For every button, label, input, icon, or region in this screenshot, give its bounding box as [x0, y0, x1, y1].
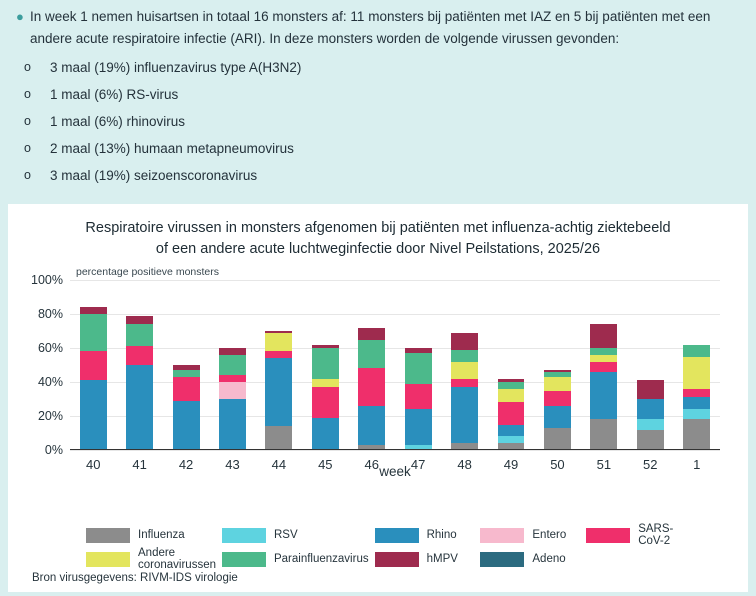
chart-legend	[86, 524, 686, 570]
list-item-label: 3 maal (19%) influenzavirus type A(H3N2)	[50, 60, 302, 75]
list-marker-icon: o	[24, 114, 31, 128]
bar-segment[interactable]	[451, 350, 478, 362]
bar-segment[interactable]	[451, 362, 478, 379]
stacked-bar[interactable]	[405, 348, 432, 450]
bar-segment[interactable]	[219, 348, 246, 355]
x-axis-title: week	[379, 464, 411, 479]
stacked-bar[interactable]	[219, 348, 246, 450]
bar-segment[interactable]	[405, 409, 432, 445]
bar-segment[interactable]	[358, 328, 385, 340]
stacked-bar[interactable]	[451, 333, 478, 450]
x-axis-line	[70, 449, 720, 450]
bar-slot	[395, 280, 441, 472]
chart-title-line-2: of een andere acute luchtweginfectie door Nivel Peilstations, 2025/26	[155, 241, 601, 257]
bar-slot	[488, 280, 534, 472]
bar-slot	[441, 280, 487, 472]
legend-item[interactable]	[375, 548, 475, 570]
legend-swatch	[480, 552, 524, 567]
bar-segment[interactable]	[312, 418, 339, 450]
bar-segment[interactable]	[590, 362, 617, 372]
legend-label: Rhino	[426, 529, 457, 541]
bar-segment[interactable]	[405, 353, 432, 384]
x-axis-tick-label: 47	[410, 457, 426, 472]
list-marker-icon: o	[24, 141, 31, 155]
x-axis-tick-label: 1	[693, 457, 701, 472]
chart-card	[8, 204, 748, 592]
y-axis-tick-label: 80%	[37, 307, 63, 321]
bar-segment[interactable]	[312, 387, 339, 418]
bar-slot	[256, 280, 302, 472]
bar-segment[interactable]	[498, 389, 525, 403]
legend-swatch	[86, 552, 130, 567]
list-item-label: 2 maal (13%) humaan metapneumovirus	[50, 141, 294, 156]
bar-segment[interactable]	[126, 346, 153, 365]
bar-slot	[209, 280, 255, 472]
bar-segment[interactable]	[544, 428, 571, 450]
bar-segment[interactable]	[80, 307, 107, 314]
bar-segment[interactable]	[312, 348, 339, 379]
y-axis-tick-label: 100%	[31, 273, 63, 287]
bar-segment[interactable]	[219, 375, 246, 382]
x-axis-tick-label: 51	[596, 457, 612, 472]
x-axis-tick-label: 46	[364, 457, 379, 472]
bar-slot	[349, 280, 395, 472]
legend-swatch	[86, 528, 130, 543]
legend-item[interactable]	[222, 548, 369, 570]
bar-segment[interactable]	[683, 389, 710, 398]
list-marker-icon: o	[24, 87, 31, 101]
bar-segment[interactable]	[312, 379, 339, 388]
bar-segment[interactable]	[451, 387, 478, 443]
bar-segment[interactable]	[683, 397, 710, 409]
bullet-icon: ●	[16, 9, 24, 24]
bar-segment[interactable]	[219, 355, 246, 375]
bar-segment[interactable]	[590, 324, 617, 348]
bar-segment[interactable]	[80, 380, 107, 450]
bar-segment[interactable]	[498, 402, 525, 424]
bar-segment[interactable]	[683, 357, 710, 389]
list-item-label: 1 maal (6%) rhinovirus	[50, 114, 186, 129]
gridline	[70, 450, 720, 451]
x-axis-tick-label: 49	[503, 457, 519, 472]
stacked-bar[interactable]	[126, 316, 153, 450]
legend-item[interactable]	[86, 524, 216, 546]
x-axis-tick-label: 42	[178, 457, 194, 472]
stacked-bar[interactable]	[590, 324, 617, 450]
legend-label: Influenza	[138, 529, 185, 541]
bar-segment[interactable]	[80, 314, 107, 351]
bar-slot	[70, 280, 116, 472]
y-axis-tick-label: 0%	[44, 443, 63, 457]
legend-item[interactable]	[222, 524, 369, 546]
legend-label: Andere coronavirussen	[138, 547, 216, 571]
bar-segment[interactable]	[590, 372, 617, 420]
stacked-bar[interactable]	[312, 345, 339, 450]
x-axis-tick-label: 48	[457, 457, 472, 472]
bar-segment[interactable]	[80, 351, 107, 380]
bar-segment[interactable]	[265, 358, 292, 426]
legend-swatch	[480, 528, 524, 543]
legend-swatch	[222, 552, 266, 567]
legend-label: hMPV	[426, 553, 458, 565]
x-axis-tick-label: 44	[271, 457, 287, 472]
intro-lead-text: In week 1 nemen huisartsen in totaal 16 monsters af: 11 monsters bij patiënten met IAZ en 5 bij patiënten met een andere acute respiratoire infectie (ARI). In deze monsters worden de volgende virussen gevonden:	[30, 9, 711, 46]
bar-segment[interactable]	[590, 355, 617, 362]
stacked-bar[interactable]	[498, 379, 525, 450]
stacked-bar[interactable]	[683, 345, 710, 450]
legend-label: Parainfluenzavirus	[273, 553, 369, 565]
bar-slot	[581, 280, 627, 472]
bar-segment[interactable]	[405, 384, 432, 410]
bar-segment[interactable]	[590, 419, 617, 450]
list-marker-icon: o	[24, 60, 31, 74]
intro-lead-row	[16, 6, 740, 50]
legend-swatch	[375, 528, 419, 543]
y-axis-tick-label: 40%	[37, 375, 63, 389]
bar-slot	[673, 280, 719, 472]
list-item	[16, 162, 740, 189]
legend-item[interactable]	[586, 524, 686, 546]
x-axis-tick-label: 50	[550, 457, 565, 472]
bar-slot	[627, 280, 673, 472]
bar-slot	[534, 280, 580, 472]
y-axis-label: percentage positieve monsters	[76, 266, 219, 278]
source-note: Bron virusgegevens: RIVM-IDS virologie	[32, 572, 238, 584]
legend-swatch	[586, 528, 630, 543]
list-item-label: 3 maal (19%) seizoenscoronavirus	[50, 168, 258, 183]
legend-label: SARS-CoV-2	[638, 523, 674, 547]
bar-segment[interactable]	[358, 368, 385, 405]
virus-findings-list	[16, 54, 740, 189]
bar-segment[interactable]	[126, 365, 153, 450]
list-marker-icon: o	[24, 168, 31, 182]
list-item	[16, 54, 740, 81]
list-item-label: 1 maal (6%) RS-virus	[50, 87, 179, 102]
bar-segment[interactable]	[358, 406, 385, 445]
list-item	[16, 81, 740, 108]
chart-title	[8, 204, 748, 260]
list-item	[16, 135, 740, 162]
bar-segment[interactable]	[451, 333, 478, 350]
bar-slot	[163, 280, 209, 472]
legend-item[interactable]	[86, 548, 216, 570]
stacked-bar[interactable]	[80, 307, 107, 450]
plot-area	[8, 266, 748, 491]
bar-segment[interactable]	[173, 377, 200, 401]
bar-slot	[116, 280, 162, 472]
bar-segment[interactable]	[637, 419, 664, 429]
bar-segment[interactable]	[498, 436, 525, 443]
x-axis-tick-label: 41	[132, 457, 147, 472]
legend-item[interactable]	[480, 548, 580, 570]
bar-segment[interactable]	[683, 419, 710, 450]
list-item	[16, 108, 740, 135]
bar-segment[interactable]	[173, 370, 200, 377]
stacked-bar[interactable]	[358, 328, 385, 450]
bar-segment[interactable]	[683, 345, 710, 357]
bar-segment[interactable]	[358, 340, 385, 369]
legend-item[interactable]	[480, 524, 580, 546]
bar-segment[interactable]	[683, 409, 710, 419]
bar-segment[interactable]	[544, 406, 571, 428]
page-bottom-spacer	[0, 592, 756, 596]
bar-slot	[302, 280, 348, 472]
stacked-bar[interactable]	[637, 380, 664, 450]
stacked-bar[interactable]	[173, 365, 200, 450]
intro-text-block	[0, 0, 756, 193]
bar-segment[interactable]	[219, 399, 246, 450]
bar-segment[interactable]	[219, 382, 246, 399]
x-axis-tick-label: 40	[85, 457, 101, 472]
bar-segment[interactable]	[126, 324, 153, 346]
legend-swatch	[375, 552, 419, 567]
bar-segment[interactable]	[637, 430, 664, 450]
x-axis-tick-label: 43	[225, 457, 240, 472]
bar-segment[interactable]	[637, 380, 664, 399]
legend-item[interactable]	[375, 524, 475, 546]
chart-title-line-1: Respiratoire virussen in monsters afgenomen bij patiënten met influenza-achtig ziektebeeld	[85, 220, 671, 236]
x-axis-tick-label: 52	[643, 457, 658, 472]
bar-segment[interactable]	[126, 316, 153, 325]
legend-label: Entero	[532, 529, 567, 541]
bar-segment[interactable]	[173, 401, 200, 450]
stacked-bar[interactable]	[544, 370, 571, 450]
legend-label: RSV	[273, 529, 298, 541]
legend-swatch	[222, 528, 266, 543]
x-axis-tick-label: 45	[318, 457, 333, 472]
stacked-bar[interactable]	[265, 331, 292, 450]
bar-segment[interactable]	[451, 379, 478, 388]
legend-label: Adeno	[532, 553, 566, 565]
bar-segment[interactable]	[544, 391, 571, 406]
bar-segment[interactable]	[265, 333, 292, 352]
bar-segment[interactable]	[637, 399, 664, 419]
bar-segment[interactable]	[590, 348, 617, 355]
bar-segment[interactable]	[265, 351, 292, 358]
bar-segment[interactable]	[498, 382, 525, 389]
y-axis-tick-label: 60%	[37, 341, 63, 355]
y-axis-tick-label: 20%	[37, 409, 63, 423]
bar-segment[interactable]	[544, 377, 571, 391]
bar-segment[interactable]	[498, 425, 525, 437]
bar-segment[interactable]	[265, 426, 292, 450]
